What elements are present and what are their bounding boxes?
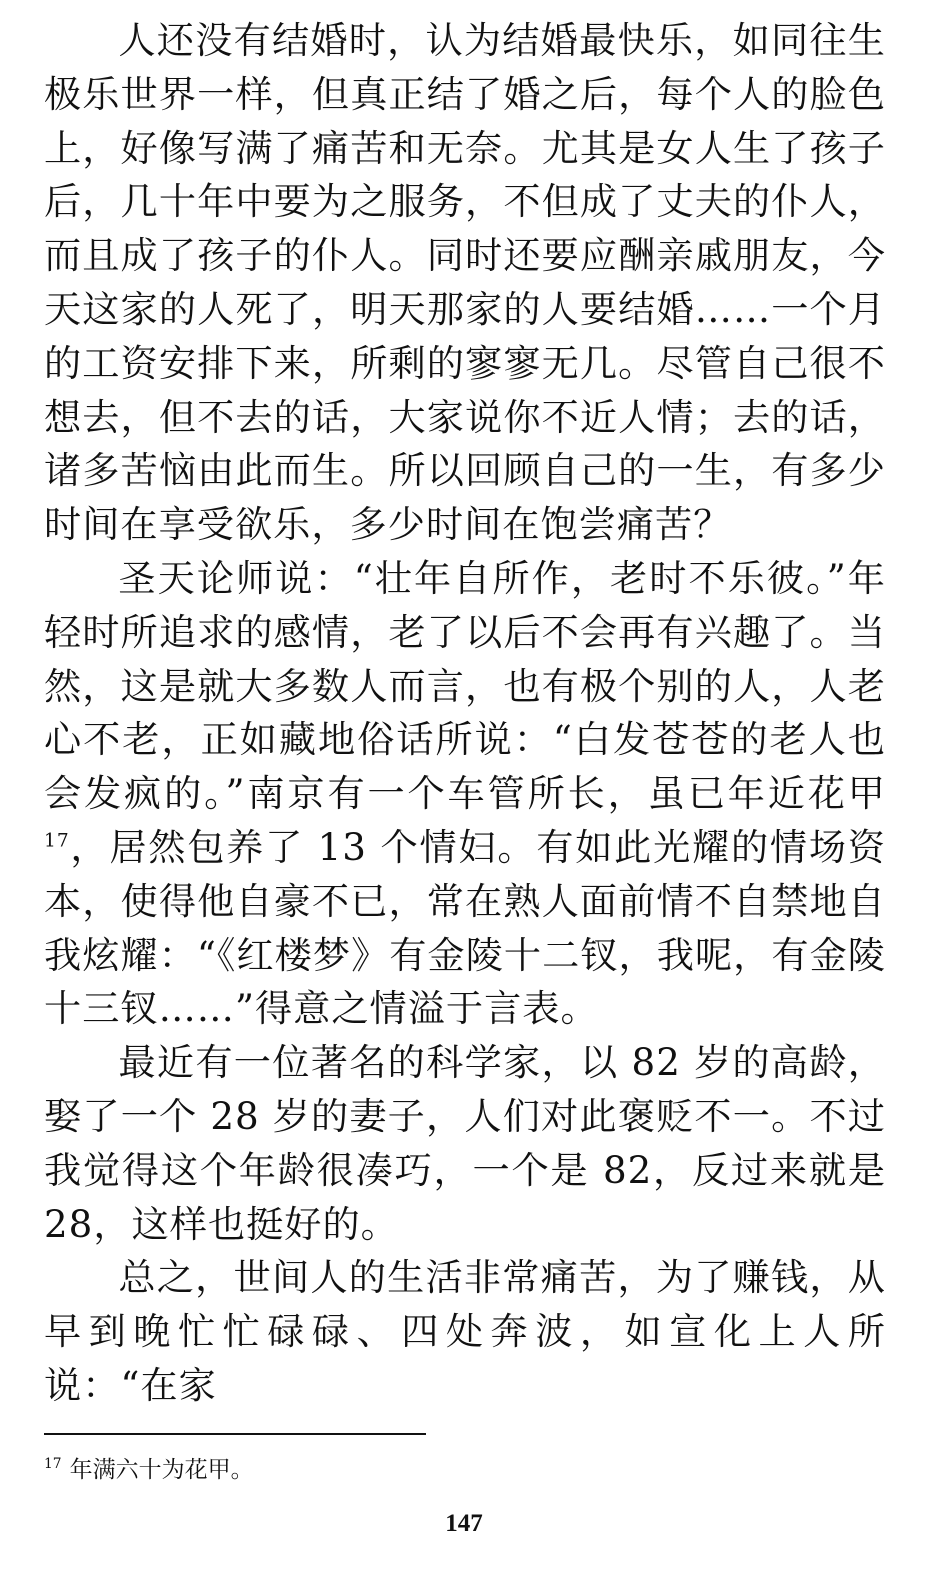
footnote [44,1455,886,1485]
paragraph-aryadeva [44,552,886,1036]
paragraph-marriage: 人还没有结婚时，认为结婚最快乐，如同往生极乐世界一样，但真正结了婚之后，每个人的脸色上，好像写满了痛苦和无奈。尤其是女人生了孩子后，几十年中要为之服务，不但成了丈夫的仆人，而且成了孩子的仆人。同时还要应酬亲戚朋友，今天这家的人死了，明天那家的人要结婚……一个月的工资安排下来，所剩的寥寥无几。尽管自己很不想去，但不去的话，大家说你不近人情；去的话，诸多苦恼由此而生。所以回顾自己的一生，有多少时间在享受欲乐，多少时间在饱尝痛苦？ [44,18,886,547]
page-number: 147 [445,1510,483,1537]
paragraph-aryadeva-after: ，居然包养了 13 个情妇。有如此光耀的情场资本，使得他自豪不已，常在熟人面前情不自禁地自我炫耀：“《红楼梦》有金陵十二钗，我呢，有金陵十三钗……”得意之情溢于言表。 [44,824,886,1031]
paragraph-conclusion: 总之，世间人的生活非常痛苦，为了赚钱，从早到晚忙忙碌碌、四处奔波，如宣化上人所说：“在家 [44,1255,886,1407]
footnote-reference[interactable]: 17 [44,830,70,852]
footnote-divider [44,1433,426,1435]
paragraph-scientist: 最近有一位著名的科学家，以 82 岁的高龄，娶了一个 28 岁的妻子，人们对此褒贬不一。不过我觉得这个年龄很凑巧，一个是 82，反过来就是 28，这样也挺好的。 [44,1040,886,1246]
body-text [44,14,886,1413]
footnote-number: 17 [44,1456,62,1473]
paragraph-aryadeva-before: 圣天论师说：“壮年自所作，老时不乐彼。”年轻时所追求的感情，老了以后不会再有兴趣了。当然，这是就大多数人而言，也有极个别的人，人老心不老，正如藏地俗话所说：“白发苍苍的老人也会发疯的。”南京有一个车管所长，虽已年近花甲 [44,555,886,816]
footnote-text: 年满六十为花甲。 [69,1457,254,1483]
